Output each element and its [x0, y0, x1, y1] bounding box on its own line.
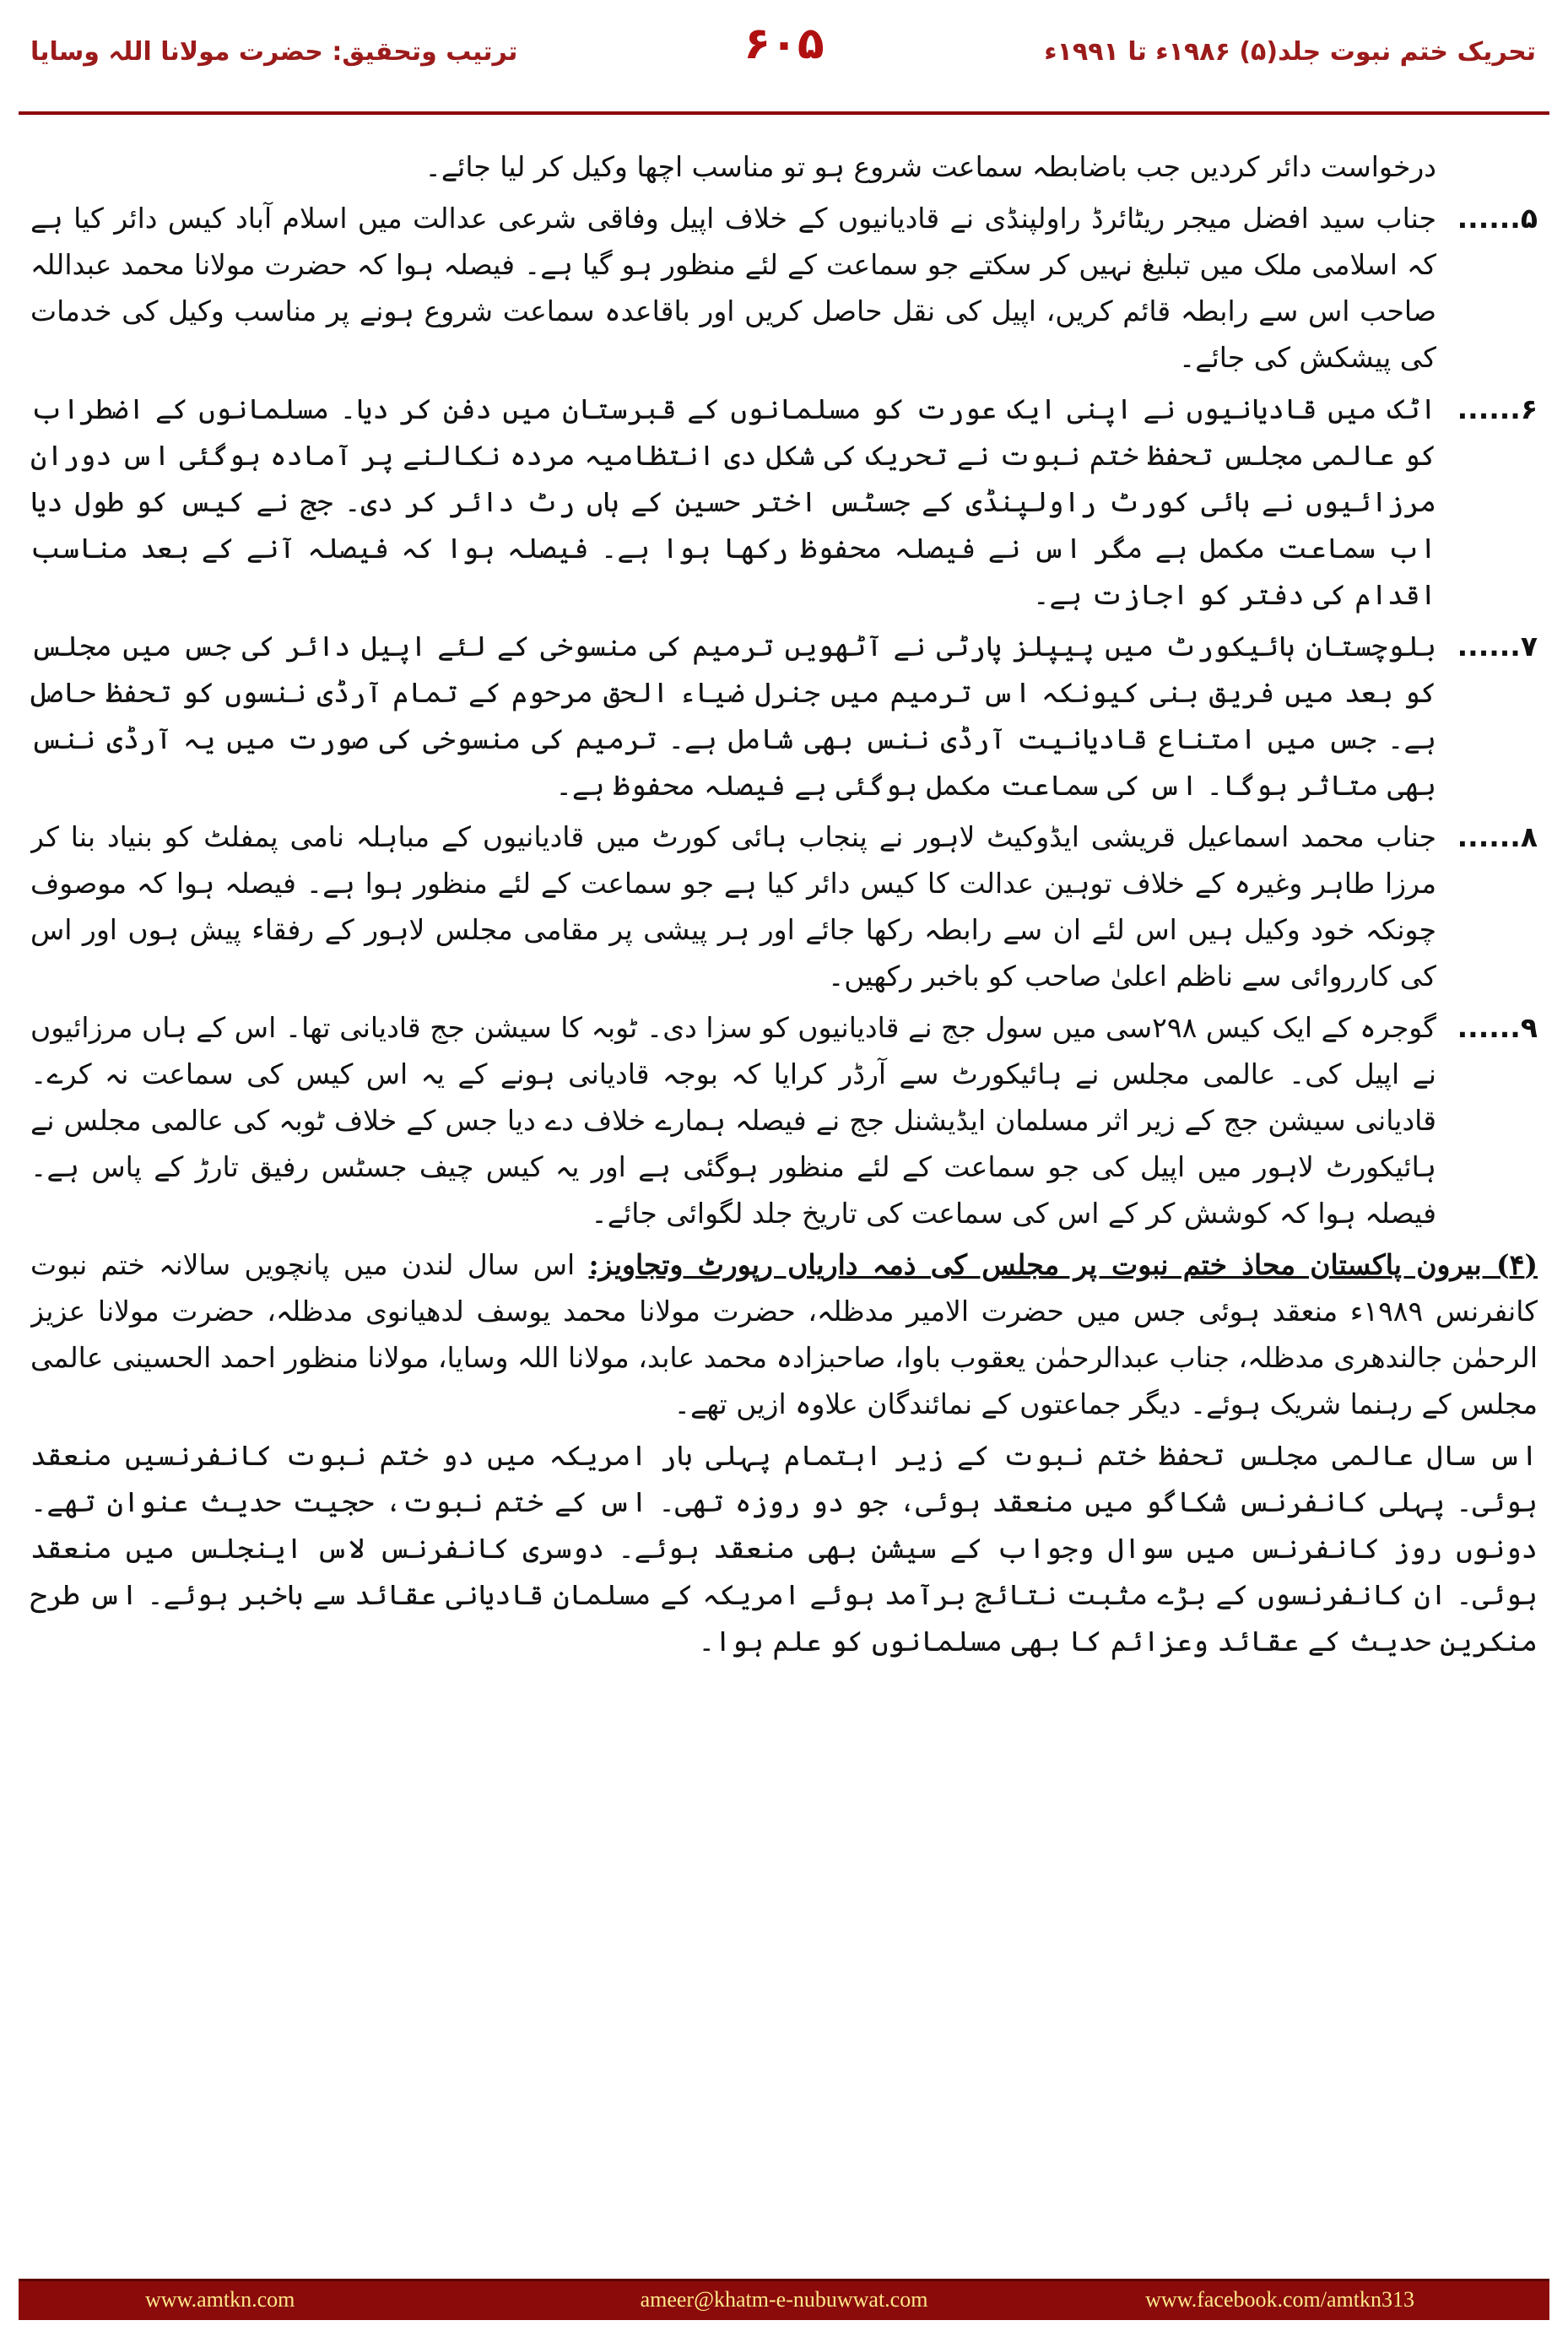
list-item [30, 195, 1538, 381]
section-text: اس سال لندن میں پانچویں سالانہ ختم نبوت کانفرنس ۱۹۸۹ء منعقد ہوئی جس میں حضرت الامیر مدظلہ، حضرت مولانا محمد یوسف لدھیانوی مدظلہ، حضرت مولانا عزیز الرحمٰن جالندھری مدظلہ، جناب عبدالرحمٰن یعقوب باوا، صاحبزادہ محمد عابد، مولانا اللہ وسایا، مولانا منظور احمد الحسینی عالمی مجلس کے رہنما شریک ہوئے۔ دیگر جماعتوں کے نمائندگان علاوہ ازیں تھے۔ [30, 1248, 1538, 1420]
item-text: اٹک میں قادیانیوں نے اپنی ایک عورت کو مسلمانوں کے قبرستان میں دفن کر دیا۔ مسلمانوں کے اضطراب کو عالمی مجلس تحفظ ختم نبوت نے تحریک کی شکل دی انتظامیہ مردہ نکالنے پر آمادہ ہوگئی اس دوران مرزائیوں نے ہائی کورٹ راولپنڈی کے جسٹس اختر حسین کے ہاں رٹ دائر کر دی۔ جج نے کیس کو طول دیا اب سماعت مکمل ہے مگر اس نے فیصلہ محفوظ رکھا ہوا ہے۔ فیصلہ ہوا کہ فیصلہ آنے کے بعد مناسب اقدام کی دفتر کو اجازت ہے۔ [30, 392, 1436, 611]
list-item [30, 814, 1538, 999]
list-item [30, 1004, 1538, 1236]
page-footer [19, 2279, 1549, 2320]
section-paragraph [30, 1241, 1538, 1427]
page-number: ۶۰۵ [743, 19, 825, 69]
item-text: جناب محمد اسماعیل قریشی ایڈوکیٹ لاہور نے پنجاب ہائی کورٹ میں قادیانیوں کے مباہلہ نامی پمفلٹ کو بنیاد بنا کر مرزا طاہر وغیرہ کے خلاف توہین عدالت کا کیس دائر کیا ہے جو سماعت کے لئے منظور ہوا ہے۔ فیصلہ ہوا کہ موصوف چونکہ خود وکیل ہیں اس لئے ان سے رابطہ رکھا جائے اور ہر پیشی پر مقامی مجلس لاہور کے رفقاء پیش ہوں اور اس کی کارروائی سے ناظم اعلیٰ صاحب کو باخبر رکھیں۔ [30, 820, 1436, 993]
footer-website-link[interactable]: www.amtkn.com [145, 2287, 295, 2312]
header-divider [19, 111, 1549, 115]
footer-email[interactable]: ameer@khatm-e-nubuwwat.com [640, 2287, 928, 2312]
page-header [0, 0, 1568, 118]
item-text: گوجرہ کے ایک کیس ۲۹۸سی میں سول جج نے قادیانیوں کو سزا دی۔ ٹوبہ کا سیشن جج قادیانی تھا۔ اس کے ہاں مرزائیوں نے اپیل کی۔ عالمی مجلس نے ہائیکورٹ سے آرڈر کرایا کہ بوجہ قادیانی ہونے کے یہ اس کیس کی سماعت نہ کرے۔ قادیانی سیشن جج کے زیر اثر مسلمان ایڈیشنل جج نے فیصلہ ہمارے خلاف دے دیا جس کے خلاف ٹوبہ کی عالمی مجلس نے ہائیکورٹ لاہور میں اپیل کی جو سماعت کے لئے منظور ہوگئی ہے اور یہ کیس چیف جسٹس رفیق تارڑ کے پاس ہے۔ فیصلہ ہوا کہ کوشش کر کے اس کی سماعت کی تاریخ جلد لگوائی جائے۔ [30, 1011, 1436, 1230]
item-number: ۸...... [1457, 820, 1538, 853]
closing-paragraph: اس سال عالمی مجلس تحفظ ختم نبوت کے زیر اہتمام پہلی بار امریکہ میں دو ختم نبوت کانفرنسیں منعقد ہوئی۔ پہلی کانفرنس شکاگو میں منعقد ہوئی، جو دو روزہ تھی۔ اس کے ختم نبوت، حجیت حدیث عنوان تھے۔ دونوں روز کانفرنس میں سوال وجواب کے سیشن بھی منعقد ہوئے۔ دوسری کانفرنس لاس اینجلس میں منعقد ہوئی۔ ان کانفرنسوں کے بڑے مثبت نتائج برآمد ہوئے امریکہ کے مسلمان قادیانی عقائد سے باخبر ہوئے۔ اس طرح منکرین حدیث کے عقائد وعزائم کا بھی مسلمانوں کو علم ہوا۔ [30, 1439, 1538, 1658]
compiler-credit: ترتیب وتحقیق: حضرت مولانا اللہ وسایا [30, 37, 518, 67]
list-item [30, 623, 1538, 809]
item-number: ۵...... [1457, 202, 1538, 235]
item-number: ۷...... [1457, 630, 1538, 663]
item-text: جناب سید افضل میجر ریٹائرڈ راولپنڈی نے قادیانیوں کے خلاف اپیل وفاقی شرعی عدالت میں اسلام آباد کیس دائر کیا ہے کہ اسلامی ملک میں تبلیغ نہیں کر سکتے جو سماعت کے لئے منظور ہو گیا ہے۔ فیصلہ ہوا کہ حضرت مولانا محمد عبداللہ صاحب اس سے رابطہ قائم کریں، اپیل کی نقل حاصل کریں اور باقاعدہ سماعت شروع ہونے پر مناسب وکیل کی خدمات کی پیشکش کی جائے۔ [30, 202, 1436, 374]
item-number: ۶...... [1457, 392, 1538, 425]
list-item [30, 386, 1538, 618]
page-body [30, 143, 1538, 2253]
lead-paragraph: درخواست دائر کردیں جب باضابطہ سماعت شروع ہو تو مناسب اچھا وکیل کر لیا جائے۔ [424, 150, 1436, 183]
item-number: ۹...... [1457, 1011, 1538, 1044]
book-title: تحریک ختم نبوت جلد(۵) ۱۹۸۶ء تا ۱۹۹۱ء [1044, 37, 1536, 67]
footer-facebook-link[interactable]: www.facebook.com/amtkn313 [1145, 2287, 1414, 2312]
item-text: بلوچستان ہائیکورٹ میں پیپلز پارٹی نے آٹھویں ترمیم کی منسوخی کے لئے اپیل دائر کی جس میں مجلس کو بعد میں فریق بنی کیونکہ اس ترمیم میں جنرل ضیاء الحق مرحوم کے تمام آرڈی ننسوں کو تحفظ حاصل ہے۔ جس میں امتناع قادیانیت آرڈی ننس بھی شامل ہے۔ ترمیم کی منسوخی کی صورت میں یہ آرڈی ننس بھی متاثر ہوگا۔ اس کی سماعت مکمل ہوگئی ہے فیصلہ محفوظ ہے۔ [30, 630, 1436, 802]
section-heading: (۴) بیرون پاکستان محاذ ختم نبوت پر مجلس کی ذمہ داریاں رپورٹ وتجاویز: [588, 1248, 1538, 1281]
